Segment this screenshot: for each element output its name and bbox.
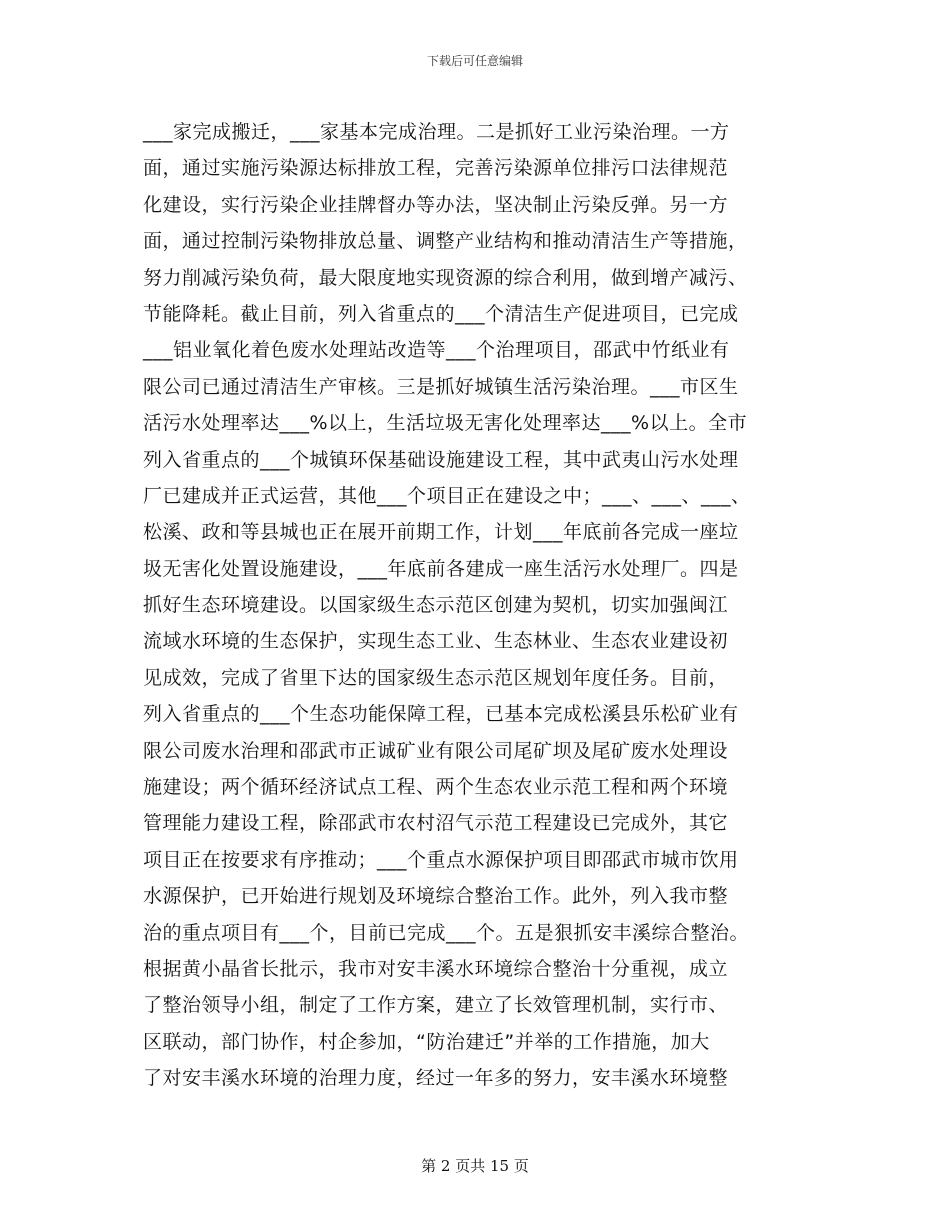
text-line: 松溪、政和等县城也正在展开前期工作，计划___年底前各完成一座垃 (143, 521, 739, 544)
text-line: 圾无害化处置设施建设，___年底前各建成一座生活污水处理厂。四是 (143, 557, 739, 580)
text-line: 化建设，实行污染企业挂牌督办等办法，坚决制止污染反弹。另一方 (143, 193, 729, 216)
text-line: ___家完成搬迁，___家基本完成治理。二是抓好工业污染治理。一方 (143, 121, 730, 143)
text-line: 限公司已通过清洁生产审核。三是抓好城镇生活污染治理。___市区生 (143, 375, 739, 398)
text-line: 面，通过实施污染源达标排放工程，完善污染源单位排污口法律规范 (143, 157, 729, 180)
text-line: 水源保护，已开始进行规划及环境综合整治工作。此外，列入我市整 (143, 885, 729, 908)
text-line: ___铝业氧化着色废水处理站改造等___个治理项目，邵武中竹纸业有 (143, 339, 730, 362)
text-line: 努力削减污染负荷，最大限度地实现资源的综合利用，做到增产减污、 (143, 266, 748, 289)
text-line: 了对安丰溪水环境的治理力度，经过一年多的努力，安丰溪水环境整 (143, 1067, 729, 1090)
text-line: 面，通过控制污染物排放总量、调整产业结构和推动清洁生产等措施， (143, 230, 748, 253)
text-line: 了整治领导小组，制定了工作方案，建立了长效管理机制，实行市、 (143, 994, 729, 1017)
text-line: 根据黄小晶省长批示，我市对安丰溪水环境综合整治十分重视，成立 (143, 957, 729, 980)
text-line: 见成效，完成了省里下达的国家级生态示范区规划年度任务。目前， (143, 666, 729, 689)
text-line: 厂已建成并正式运营，其他___个项目正在建设之中；___、___、___、 (143, 484, 751, 507)
text-line: 流域水环境的生态保护，实现生态工业、生态林业、生态农业建设初 (143, 630, 729, 653)
text-line: 管理能力建设工程，除邵武市农村沼气示范工程建设已完成外，其它 (143, 812, 729, 835)
text-line: 项目正在按要求有序推动；___个重点水源保护项目即邵武市城市饮用 (143, 848, 739, 871)
text-line: 治的重点项目有___个，目前已完成___个。五是狠抓安丰溪综合整治。 (143, 921, 750, 944)
text-line: 施建设；两个循环经济试点工程、两个生态农业示范工程和两个环境 (143, 776, 729, 799)
body-text (143, 114, 815, 1097)
text-line: 活污水处理率达___%以上，生活垃圾无害化处理率达___%以上。全市 (143, 412, 748, 435)
text-line: 列入省重点的___个城镇环保基础设施建设工程，其中武夷山污水处理 (143, 448, 739, 471)
text-line: 节能降耗。截止目前，列入省重点的___个清洁生产促进项目，已完成 (143, 302, 739, 325)
text-line: 限公司废水治理和邵武市正诚矿业有限公司尾矿坝及尾矿废水处理设 (143, 739, 729, 762)
page-number: 第 2 页共 15 页 (421, 1157, 529, 1175)
page-header: 下载后可任意编辑 (426, 54, 523, 68)
text-line: 抓好生态环境建设。以国家级生态示范区创建为契机，切实加强闽江 (143, 594, 729, 617)
text-line: 列入省重点的___个生态功能保障工程，已基本完成松溪县乐松矿业有 (143, 703, 739, 726)
text-line: 区联动，部门协作，村企参加，“防治建迁”并举的工作措施，加大 (143, 1030, 710, 1053)
